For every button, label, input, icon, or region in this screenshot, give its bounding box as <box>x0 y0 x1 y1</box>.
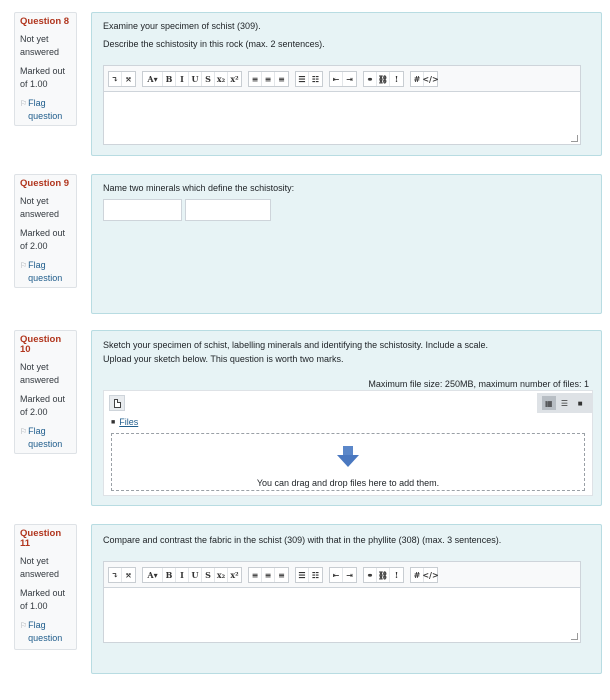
folder-view-icon[interactable]: ■ <box>577 398 583 408</box>
file-manager-toolbar <box>104 391 592 415</box>
accessibility-button[interactable]: ! <box>394 73 399 84</box>
link-button[interactable]: ⚭ <box>364 72 377 86</box>
html-button[interactable]: </> <box>422 569 439 580</box>
unordered-list-button[interactable]: ☰ <box>296 72 309 86</box>
toolbar-group <box>108 567 136 583</box>
flag-question-link[interactable] <box>20 425 71 451</box>
italic-button[interactable]: I <box>176 568 189 582</box>
download-arrow-icon <box>337 446 359 468</box>
grid-view-icon[interactable]: ▦ <box>542 396 556 410</box>
align-right-button[interactable]: ≡ <box>278 73 285 84</box>
question-content <box>91 330 602 506</box>
view-switcher <box>537 393 592 413</box>
font-color-button[interactable]: A▾ <box>143 568 163 582</box>
toolbar-group <box>329 71 357 87</box>
question-number: Question 10 <box>20 334 62 355</box>
question-content <box>91 12 602 156</box>
question-text <box>103 182 591 195</box>
undo-icon[interactable]: ↴ <box>109 568 122 582</box>
align-left-button[interactable]: ≡ <box>249 72 262 86</box>
undo-icon[interactable]: ↴ <box>109 72 122 86</box>
html-button[interactable]: </> <box>422 73 439 84</box>
question-text-line: Examine your specimen of schist (309). <box>103 21 261 31</box>
toolbar-group <box>295 71 323 87</box>
toolbar-group <box>410 71 438 87</box>
question-text <box>103 534 591 547</box>
folder-icon: ■ <box>111 418 116 426</box>
superscript-button[interactable]: x² <box>230 569 239 580</box>
subscript-button[interactable]: x₂ <box>215 568 228 582</box>
align-right-button[interactable]: ≡ <box>278 569 285 580</box>
answer-textarea[interactable] <box>104 588 580 642</box>
italic-button[interactable]: I <box>176 72 189 86</box>
align-center-button[interactable]: ≡ <box>262 72 275 86</box>
question-info <box>14 174 77 288</box>
flag-question-link[interactable] <box>20 619 71 645</box>
flag-question-link[interactable] <box>20 259 71 285</box>
toolbar-group <box>248 567 289 583</box>
ordered-list-button[interactable]: ☷ <box>311 569 320 580</box>
equation-button[interactable]: # <box>411 72 424 86</box>
question-text-line: Name two minerals which define the schistosity: <box>103 183 295 193</box>
fullscreen-icon[interactable]: ⤧ <box>125 73 132 84</box>
superscript-button[interactable]: x² <box>230 73 239 84</box>
resize-handle-icon[interactable] <box>571 633 578 640</box>
link-button[interactable]: ⚭ <box>364 568 377 582</box>
question-info <box>14 524 77 650</box>
question-text <box>103 339 591 366</box>
strikethrough-button[interactable]: S <box>202 568 215 582</box>
question-info <box>14 330 77 454</box>
unlink-button[interactable]: ⛓ <box>377 569 389 580</box>
question-text-line: Upload your sketch below. This question is worth two marks. <box>103 354 344 364</box>
question-state: Not yet answered <box>20 34 60 57</box>
subscript-button[interactable]: x₂ <box>215 72 228 86</box>
question-number: Question 11 <box>20 528 62 549</box>
flag-label: Flag question <box>28 620 63 643</box>
flag-icon: ⚐ <box>20 621 28 630</box>
outdent-button[interactable]: ⇤ <box>330 568 343 582</box>
mineral-input-1[interactable] <box>103 199 182 221</box>
toolbar-group <box>363 71 404 87</box>
editor-toolbar <box>104 562 580 588</box>
flag-icon: ⚐ <box>20 99 28 108</box>
toolbar-group <box>248 71 289 87</box>
answer-editor <box>103 561 581 643</box>
question-state: Not yet answered <box>20 362 60 385</box>
mineral-input-2[interactable] <box>185 199 271 221</box>
equation-button[interactable]: # <box>411 568 424 582</box>
flag-label: Flag question <box>28 426 63 449</box>
flag-question-link[interactable] <box>20 97 71 123</box>
indent-button[interactable]: ⇥ <box>346 73 353 84</box>
strikethrough-button[interactable]: S <box>202 72 215 86</box>
align-left-button[interactable]: ≡ <box>249 568 262 582</box>
unordered-list-button[interactable]: ☰ <box>296 568 309 582</box>
toolbar-group <box>295 567 323 583</box>
accessibility-button[interactable]: ! <box>394 569 399 580</box>
question-grade: Marked out of 1.00 <box>20 66 66 89</box>
answer-editor <box>103 65 581 145</box>
question-text-line: Describe the schistosity in this rock (max. 2 sentences). <box>103 39 325 49</box>
drop-zone-text: You can drag and drop files here to add them. <box>256 478 440 488</box>
question-grade: Marked out of 1.00 <box>20 588 66 611</box>
bold-button[interactable]: B <box>163 568 176 582</box>
question-text-line: Sketch your specimen of schist, labelling minerals and identifying the schistosity. Include a scale. <box>103 340 489 350</box>
answer-textarea[interactable] <box>104 92 580 144</box>
question-content <box>91 524 602 674</box>
fullscreen-icon[interactable]: ⤧ <box>125 569 132 580</box>
unlink-button[interactable]: ⛓ <box>377 73 389 84</box>
flag-label: Flag question <box>28 98 63 121</box>
question-content <box>91 174 602 314</box>
drop-zone[interactable] <box>111 433 585 491</box>
files-folder-link[interactable]: Files <box>119 417 139 427</box>
underline-button[interactable]: U <box>189 72 202 86</box>
file-path <box>111 417 138 427</box>
font-color-button[interactable]: A▾ <box>143 72 163 86</box>
outdent-button[interactable]: ⇤ <box>330 72 343 86</box>
question-grade: Marked out of 2.00 <box>20 228 66 251</box>
flag-label: Flag question <box>28 260 63 283</box>
align-center-button[interactable]: ≡ <box>262 568 275 582</box>
question-text <box>103 20 591 51</box>
toolbar-group <box>142 71 242 87</box>
question-text-line: Compare and contrast the fabric in the schist (309) with that in the phyllite (308) (max. 3 sentences). <box>103 535 502 545</box>
question-number: Question 9 <box>20 178 70 189</box>
bold-button[interactable]: B <box>163 72 176 86</box>
file-limits: Maximum file size: 250MB, maximum number of files: 1 <box>368 379 589 389</box>
underline-button[interactable]: U <box>189 568 202 582</box>
flag-icon: ⚐ <box>20 427 28 436</box>
toolbar-group <box>329 567 357 583</box>
file-manager <box>103 390 593 496</box>
question-state: Not yet answered <box>20 196 60 219</box>
toolbar-group <box>410 567 438 583</box>
question-state: Not yet answered <box>20 556 60 579</box>
indent-button[interactable]: ⇥ <box>346 569 353 580</box>
question-grade: Marked out of 2.00 <box>20 394 66 417</box>
add-file-button[interactable] <box>109 395 125 411</box>
ordered-list-button[interactable]: ☷ <box>311 73 320 84</box>
toolbar-group <box>108 71 136 87</box>
resize-handle-icon[interactable] <box>571 135 578 142</box>
editor-toolbar <box>104 66 580 92</box>
flag-icon: ⚐ <box>20 261 28 270</box>
toolbar-group <box>142 567 242 583</box>
document-icon <box>114 399 121 408</box>
question-info <box>14 12 77 126</box>
question-number: Question 8 <box>20 16 70 27</box>
list-view-icon[interactable]: ☰ <box>560 398 569 408</box>
toolbar-group <box>363 567 404 583</box>
